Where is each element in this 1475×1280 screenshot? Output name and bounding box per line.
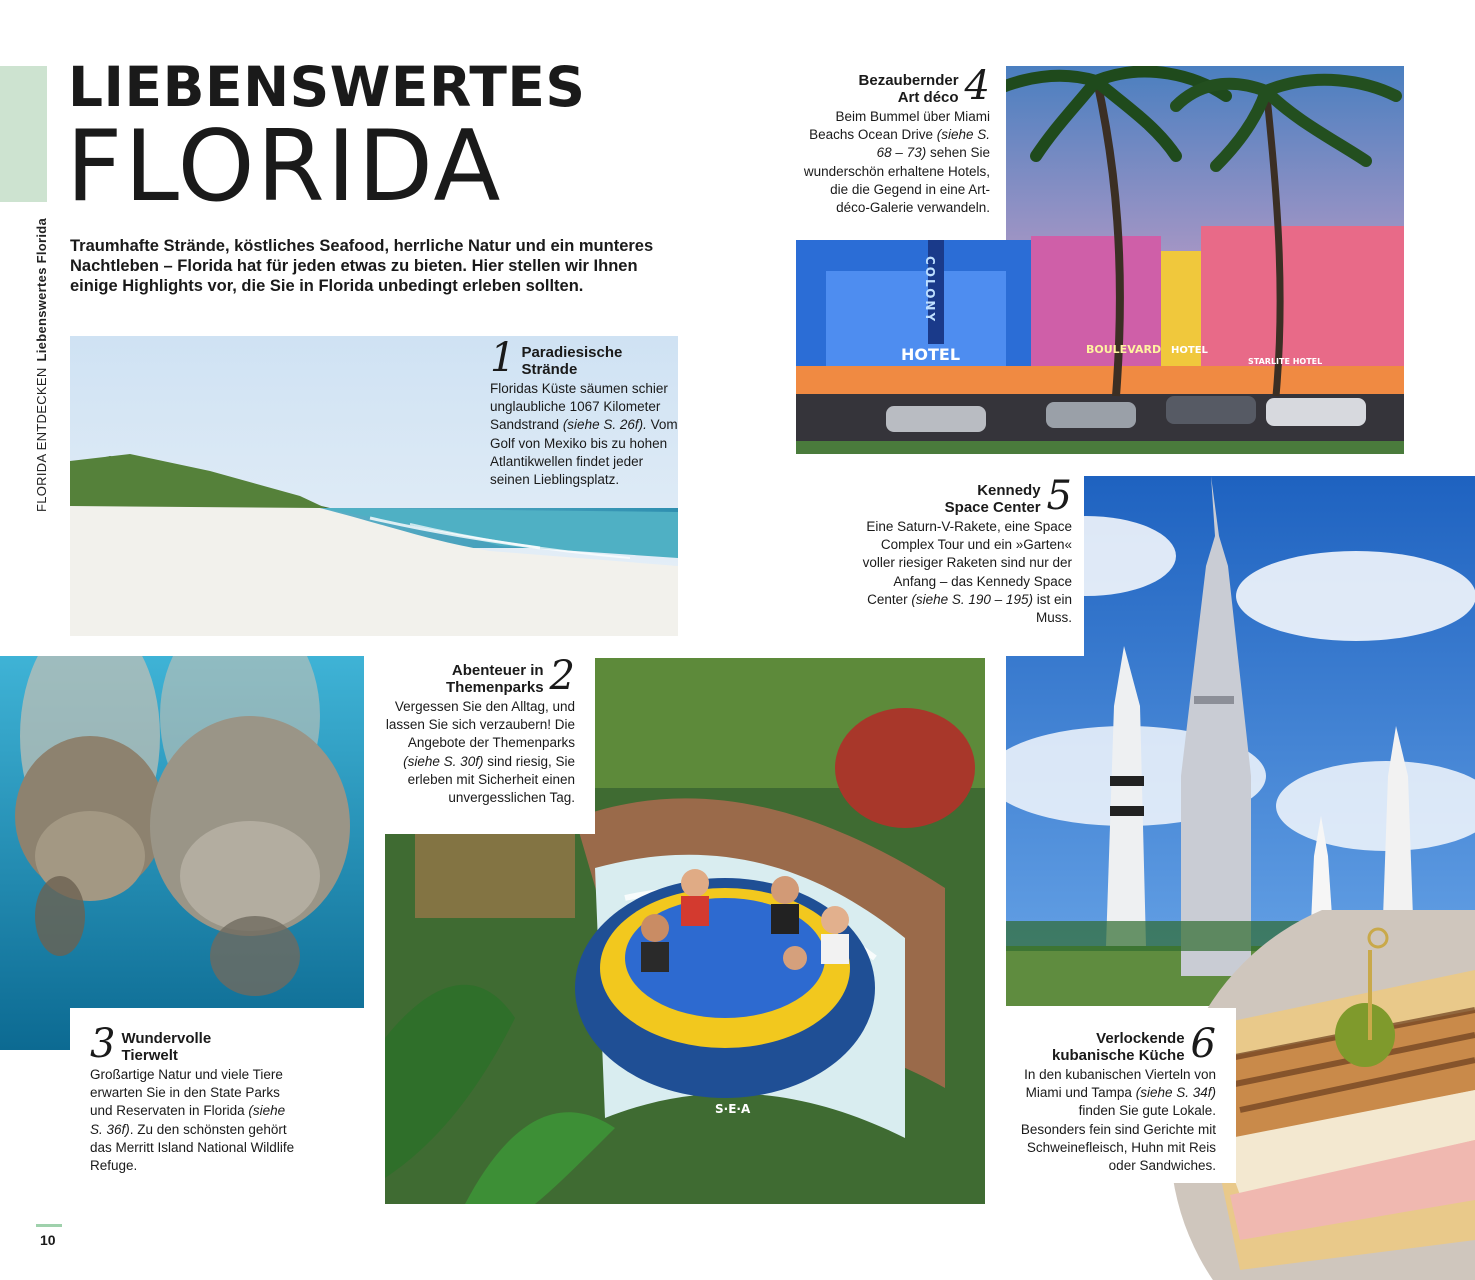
colony-sign: COLONY: [923, 256, 937, 324]
highlight-4-heading-line1: Bezaubernder: [858, 72, 959, 89]
highlight-2-number: 2: [549, 653, 575, 699]
highlight-3-ref: (siehe S. 36f): [90, 1103, 286, 1137]
highlight-2-ref: (siehe S. 30f): [403, 753, 484, 769]
highlight-2-heading-line1: Abenteuer in: [451, 662, 544, 679]
highlight-5-number: 5: [1046, 473, 1072, 519]
highlight-4-ref: (siehe S. 68 – 73): [876, 127, 990, 161]
intro-paragraph: Traumhafte Strände, köstliches Seafood, herrliche Natur und ein munteres Nachtleben – Florida hat für jeden etwas zu bieten. Hier stellen wir Ihnen einige Highlights vor, die Sie in Florida unbedingt erleben sollten.: [70, 237, 654, 295]
highlight-2: [385, 653, 575, 807]
highlight-1-text: Floridas Küste säumen schier unglaubliche 1067 Kilometer Sandstrand: [490, 381, 668, 433]
highlight-4-heading-line2: Art déco: [897, 89, 959, 106]
highlight-6-heading-line1: Verlockende: [1096, 1030, 1185, 1047]
highlight-4-number: 4: [964, 63, 990, 109]
highlight-1-number: 1: [490, 335, 516, 381]
manatee-photo: [0, 656, 364, 1050]
highlight-5: [860, 473, 1072, 627]
highlight-5-heading-line2: Space Center: [944, 499, 1041, 516]
highlight-5-ref: (siehe S. 190 – 195): [911, 591, 1033, 607]
page-title-line2: FLORIDA: [66, 110, 503, 224]
highlight-6-heading-line2: kubanische Küche: [1052, 1047, 1185, 1064]
highlight-3-number: 3: [90, 1021, 116, 1067]
highlight-2-text-cont: sind riesig, Sie erleben mit Sicherheit einen unvergesslichen Tag.: [407, 753, 575, 806]
highlight-5-heading-line1: Kennedy: [977, 482, 1041, 499]
hotel-sign: HOTEL: [901, 345, 961, 364]
highlight-6: [1016, 1021, 1216, 1175]
highlight-4-text: Beim Bummel über Miami Beachs Ocean Drive: [809, 109, 990, 143]
highlight-3: [90, 1021, 300, 1175]
highlight-2-heading-line2: Themenparks: [446, 679, 544, 696]
highlight-2-text: Vergessen Sie den Alltag, und lassen Sie sich verzaubern! Die Angebote der Themenparks: [385, 699, 575, 751]
highlight-1-heading-line1: Paradiesische: [521, 344, 623, 361]
highlight-6-text-cont: finden Sie gute Lokale. Besonders fein sind Gerichte mit Schweinefleisch, Huhn mit Reis oder Sandwiches.: [1020, 1103, 1216, 1174]
starlite-sign: STARLITE HOTEL: [1248, 357, 1323, 366]
running-header: [34, 218, 49, 512]
highlight-6-ref: (siehe S. 34f): [1135, 1085, 1216, 1101]
page-number: 10: [40, 1232, 56, 1248]
highlight-4-text-cont: sehen Sie wunderschön erhaltene Hotels, die die Gegend in eine Art-déco-Galerie verwandeln.: [803, 145, 990, 216]
highlight-4: [800, 63, 990, 217]
highlight-1-heading-line2: Strände: [521, 361, 578, 378]
running-header-section: FLORIDA ENTDECKEN: [34, 367, 49, 512]
page-title-line1: LIEBENSWERTES: [68, 55, 586, 119]
highlight-3-heading-line2: Tierwelt: [121, 1047, 178, 1064]
highlight-3-text-cont: . Zu den schönsten gehört das Merritt Island National Wildlife Refuge.: [90, 1121, 295, 1174]
highlight-1: [490, 335, 680, 489]
running-header-chapter: Liebenswertes Florida: [34, 217, 49, 362]
raft-logo: S·E·A: [715, 1102, 751, 1116]
highlight-5-text-cont: ist ein Muss.: [1032, 591, 1072, 626]
boulevard-sign: BOULEVARD: [1086, 343, 1162, 356]
highlight-3-text: Großartige Natur und viele Tiere erwarten Sie in den State Parks und Reservaten in Florida: [90, 1067, 283, 1119]
highlight-6-text: In den kubanischen Vierteln von Miami und Tampa: [1024, 1067, 1216, 1101]
page-number-rule: [36, 1224, 62, 1227]
highlight-1-ref: (siehe S. 26f).: [562, 417, 647, 433]
highlight-1-text-cont: Vom Golf von Mexiko bis zu hohen Atlantikwellen findet jeder seinen Lieblingsplatz.: [490, 417, 678, 488]
highlight-5-text: Eine Saturn-V-Rakete, eine Space Complex Tour und ein »Garten« voller riesiger Raketen sind nur der Anfang – das Kennedy Space Center: [862, 519, 1072, 607]
highlight-3-heading-line1: Wundervolle: [121, 1030, 212, 1047]
hotel-small-sign: HOTEL: [1171, 345, 1208, 356]
highlight-6-number: 6: [1190, 1021, 1216, 1067]
section-tab-marker: [0, 66, 47, 202]
